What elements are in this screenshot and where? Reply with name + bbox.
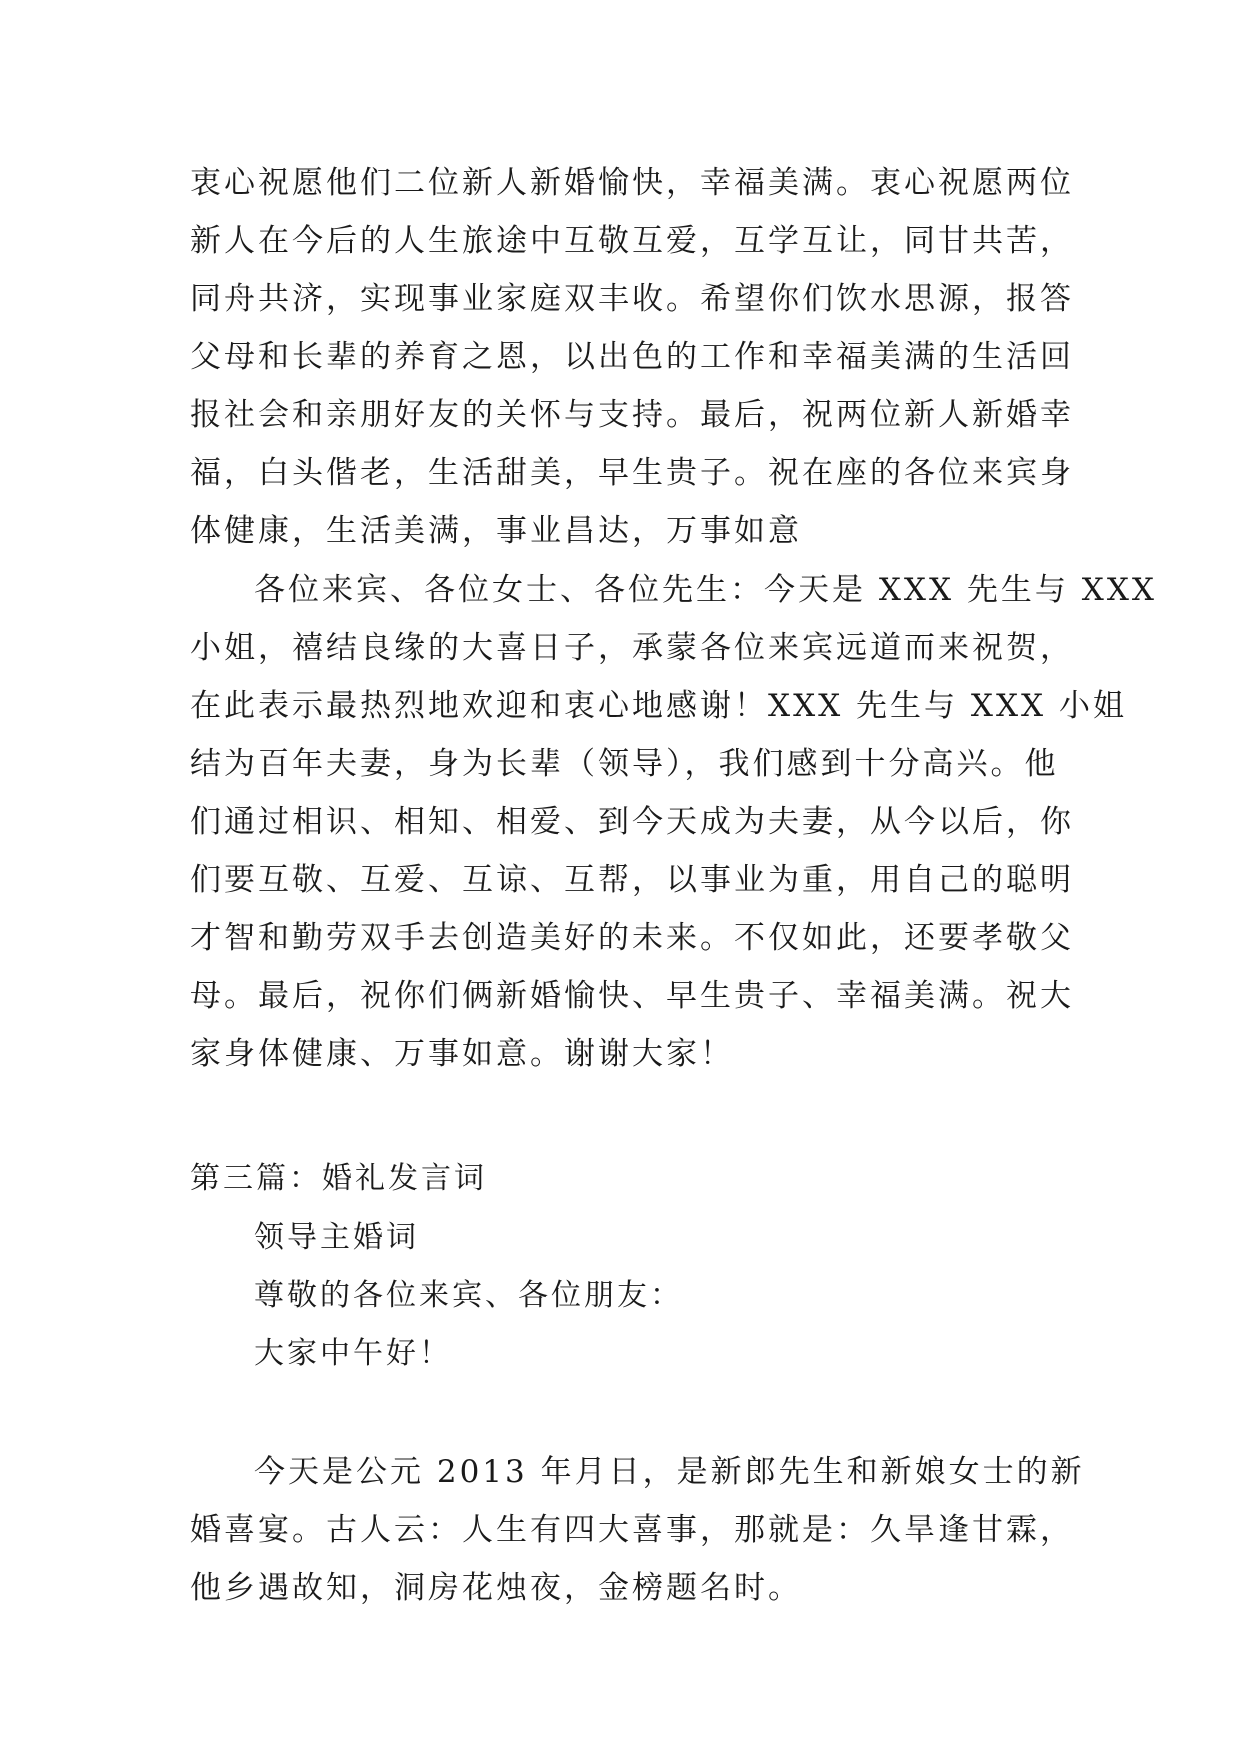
- text-line: 新人在今后的人生旅途中互敬互爱，互学互让，同甘共苦，: [190, 223, 1074, 259]
- text-line: 母。最后，祝你们俩新婚愉快、早生贵子、幸福美满。祝大: [190, 978, 1074, 1014]
- text-line: 衷心祝愿他们二位新人新婚愉快，幸福美满。衷心祝愿两位: [190, 165, 1074, 201]
- speech-opening-lines: [254, 1209, 1070, 1383]
- salutation: 尊敬的各位来宾、各位朋友：: [254, 1278, 683, 1313]
- text-line: 们要互敬、互爱、互谅、互帮，以事业为重，用自己的聪明: [190, 862, 1074, 898]
- text-line: 父母和长辈的养育之恩，以出色的工作和幸福美满的生活回: [190, 339, 1074, 375]
- text-line: 结为百年夫妻，身为长辈（领导），我们感到十分高兴。他: [190, 746, 1059, 782]
- text-line: 同舟共济，实现事业家庭双丰收。希望你们饮水思源，报答: [190, 281, 1074, 317]
- text-line: 今天是公元 2013 年月日，是新郎先生和新娘女士的新: [254, 1454, 1085, 1490]
- text-line: 家身体健康、万事如意。谢谢大家！: [190, 1036, 734, 1072]
- speech-title: 领导主婚词: [254, 1220, 419, 1255]
- text-line: 们通过相识、相知、相爱、到今天成为夫妻，从今以后，你: [190, 804, 1074, 840]
- text-line: 小姐，禧结良缘的大喜日子，承蒙各位来宾远道而来祝贺，: [190, 630, 1074, 666]
- section-heading: 第三篇：婚礼发言词: [190, 1161, 487, 1196]
- paragraph-wedding-date: [190, 1443, 1085, 1617]
- text-line: 报社会和亲朋好友的关怀与支持。最后，祝两位新人新婚幸: [190, 397, 1074, 433]
- paragraph-blessing: [190, 154, 1074, 560]
- text-line: 才智和勤劳双手去创造美好的未来。不仅如此，还要孝敬父: [190, 920, 1074, 956]
- text-line: 婚喜宴。古人云：人生有四大喜事，那就是：久旱逢甘霖，: [190, 1512, 1074, 1548]
- text-line: 他乡遇故知，洞房花烛夜，金榜题名时。: [190, 1570, 802, 1606]
- text-line: 在此表示最热烈地欢迎和衷心地感谢！XXX 先生与 XXX 小姐: [190, 688, 1127, 724]
- paragraph-welcome-speech: [190, 561, 1157, 1083]
- text-line: 各位来宾、各位女士、各位先生：今天是 XXX 先生与 XXX: [254, 572, 1157, 608]
- greeting: 大家中午好！: [254, 1336, 452, 1371]
- text-line: 福，白头偕老，生活甜美，早生贵子。祝在座的各位来宾身: [190, 455, 1074, 491]
- text-line: 体健康，生活美满，事业昌达，万事如意: [190, 513, 802, 549]
